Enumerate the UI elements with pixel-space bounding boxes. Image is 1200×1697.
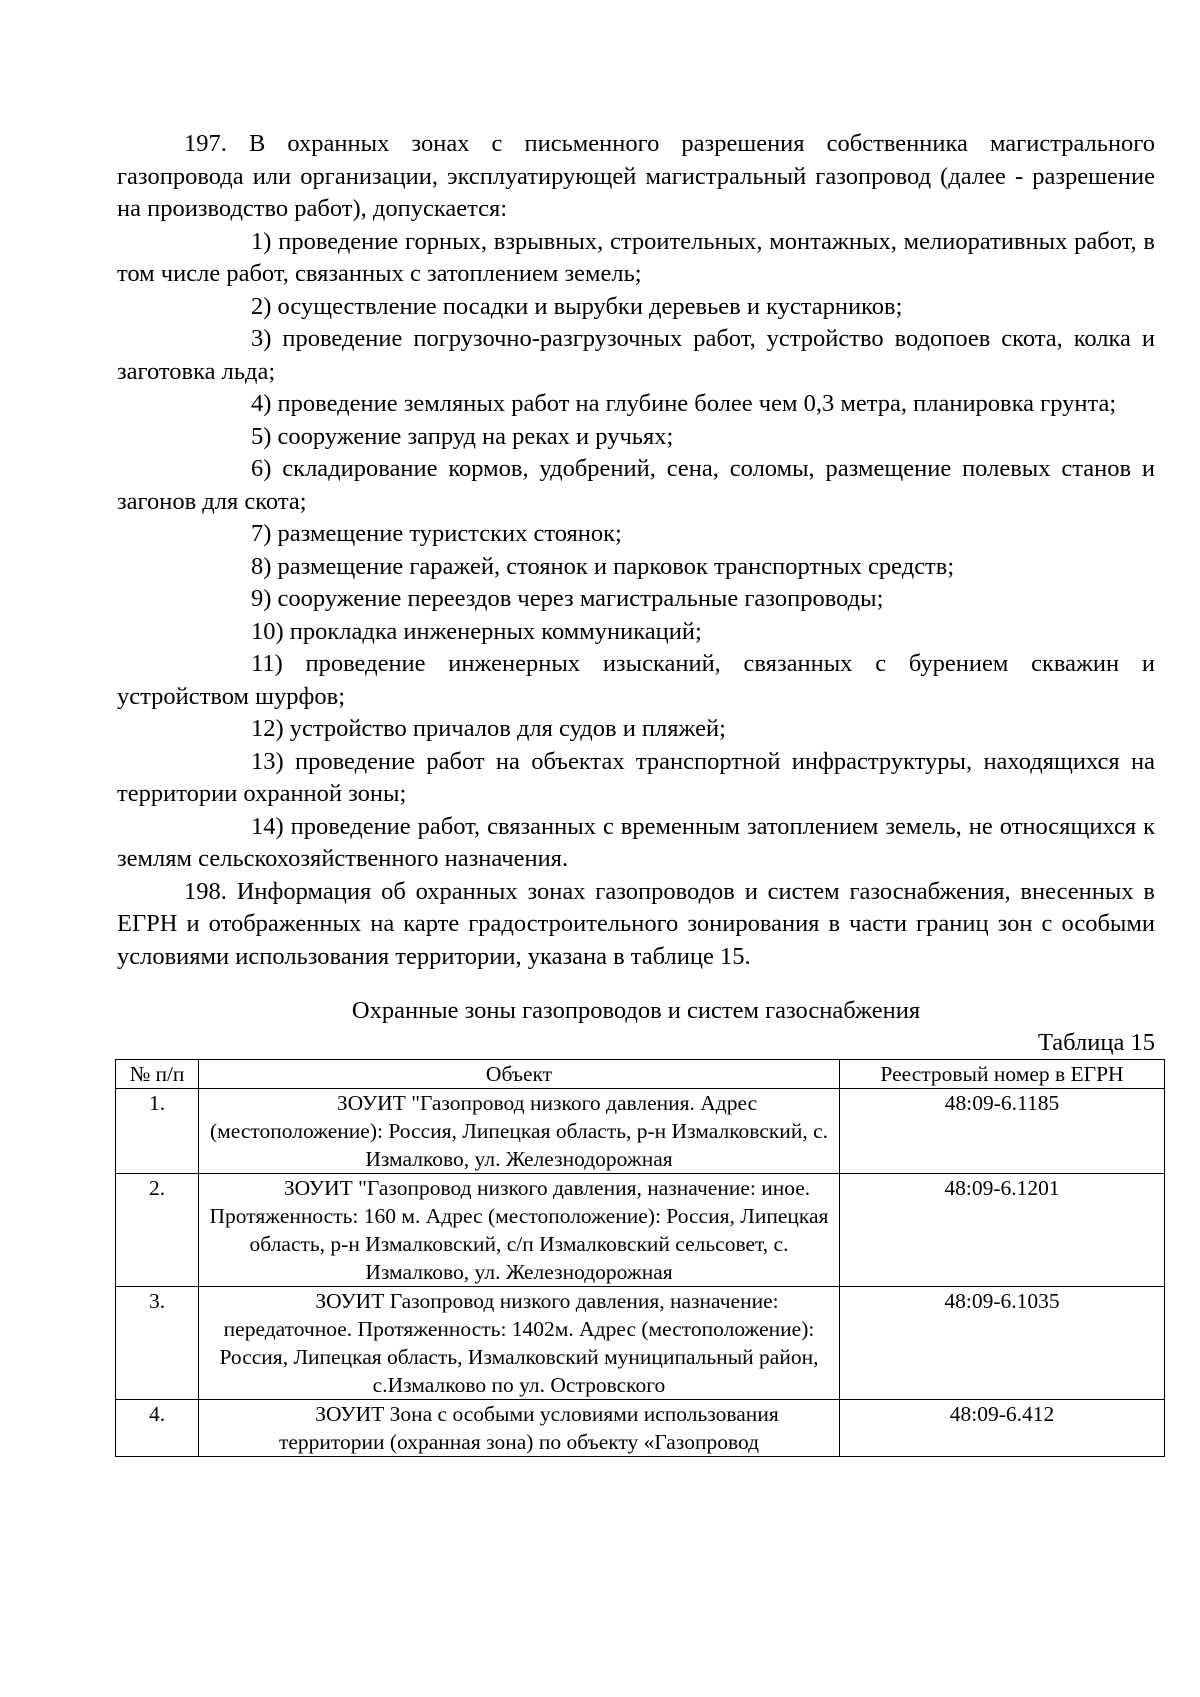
list-item	[117, 746, 1155, 811]
list-item-number: 6)	[251, 455, 272, 482]
list-item-text: осуществление посадки и вырубки деревьев и кустарников;	[277, 292, 903, 320]
list-item-text: устройство причалов для судов и пляжей;	[289, 715, 726, 742]
list-item	[117, 713, 1155, 746]
row-num: 3.	[116, 1287, 199, 1400]
list-item	[117, 648, 1155, 713]
table-row	[116, 1400, 1165, 1457]
list-item-text: складирование кормов, удобрений, сена, соломы, размещение полевых станов и загонов для скота;	[117, 455, 1156, 515]
header-registry: Реестровый номер в ЕГРН	[840, 1060, 1165, 1089]
list-item	[117, 518, 1155, 551]
paragraph-197: 197. В охранных зонах с письменного разрешения собственника магистрального газопровода или организации, эксплуатирующей магистральный газопровод (далее - разрешение на производство работ), допускается:	[117, 130, 1155, 222]
row-object: ЗОУИТ "Газопровод низкого давления, назначение: иное. Протяженность: 160 м. Адрес (местоположение): Россия, Липецкая область, р-н Измалковский, с/п Измалковский сельсовет, с. Измалково, ул. Железнодорожная	[199, 1174, 840, 1287]
list-item-number: 2)	[251, 292, 272, 320]
row-object: ЗОУИТ Зона с особыми условиями использования территории (охранная зона) по объекту «Газопровод	[199, 1400, 840, 1457]
row-object: ЗОУИТ "Газопровод низкого давления. Адрес (местоположение): Россия, Липецкая область, р-н Измалковский, с. Измалково, ул. Железнодорожная	[199, 1089, 840, 1174]
row-num: 1.	[116, 1089, 199, 1174]
table-number: Таблица 15	[1037, 1029, 1155, 1056]
row-object: ЗОУИТ Газопровод низкого давления, назначение: передаточное. Протяженность: 1402м. Адрес (местоположение): Россия, Липецкая область, Измалковский муниципальный район, с.Измалково по ул. Островского	[199, 1287, 840, 1400]
list-item-number: 12)	[251, 715, 284, 742]
row-registry: 48:09-6.412	[840, 1400, 1165, 1457]
list-item-text: сооружение запруд на реках и ручьях;	[277, 422, 674, 450]
row-registry: 48:09-6.1035	[840, 1287, 1165, 1400]
list-item	[117, 291, 1155, 324]
row-registry: 48:09-6.1201	[840, 1174, 1165, 1287]
list-item	[117, 583, 1155, 616]
list-item-text: проведение погрузочно-разгрузочных работ, устройство водопоев скота, колка и заготовка льда;	[117, 325, 1155, 385]
list-item	[117, 388, 1155, 421]
list-item	[117, 421, 1155, 454]
table-caption: Охранные зоны газопроводов и систем газоснабжения	[351, 997, 921, 1024]
list-item-number: 9)	[251, 585, 272, 612]
list-item-text: размещение гаражей, стоянок и парковок транспортных средств;	[277, 552, 955, 580]
list-item	[117, 453, 1155, 518]
row-num: 4.	[116, 1400, 199, 1457]
header-num: № п/п	[116, 1060, 199, 1089]
list-item-text: прокладка инженерных коммуникаций;	[289, 617, 702, 645]
list-item-text: сооружение переездов через магистральные газопроводы;	[277, 585, 884, 612]
list-item-number: 3)	[251, 325, 272, 352]
list-item-text: проведение земляных работ на глубине более чем 0,3 метра, планировка грунта;	[277, 390, 1117, 417]
list-item-number: 14)	[251, 812, 284, 840]
row-num: 2.	[116, 1174, 199, 1287]
list-item-number: 10)	[251, 617, 284, 645]
table-row	[116, 1174, 1165, 1287]
list-item-number: 1)	[251, 227, 272, 255]
list-item-number: 5)	[251, 422, 272, 450]
list-item-number: 13)	[251, 747, 284, 775]
list-item-text: размещение туристских стоянок;	[277, 520, 622, 547]
list-item	[117, 323, 1155, 388]
paragraph-198: 198. Информация об охранных зонах газопроводов и систем газоснабжения, внесенных в ЕГРН и отображенных на карте градостроительного зонирования в части границ зон с особыми условиями использования территории, указана в таблице 15.	[117, 877, 1155, 970]
permitted-works-list	[117, 226, 1155, 876]
row-registry: 48:09-6.1185	[840, 1089, 1165, 1174]
table-row	[116, 1287, 1165, 1400]
table-row	[116, 1089, 1165, 1174]
list-item-number: 4)	[251, 390, 272, 417]
list-item-number: 7)	[251, 520, 272, 547]
document-page	[117, 128, 1155, 1457]
list-item-text: проведение работ на объектах транспортной инфраструктуры, находящихся на территории охранной зоны;	[117, 747, 1156, 807]
list-item	[117, 551, 1155, 584]
list-item-text: проведение горных, взрывных, строительных, монтажных, мелиоративных работ, в том числе работ, связанных с затоплением земель;	[117, 227, 1155, 287]
list-item-number: 8)	[251, 552, 272, 580]
header-object: Объект	[199, 1060, 840, 1089]
list-item	[117, 811, 1155, 876]
list-item	[117, 616, 1155, 649]
list-item-number: 11)	[251, 650, 283, 677]
table-header-row	[116, 1060, 1165, 1089]
list-item	[117, 226, 1155, 291]
gas-protection-zones-table	[115, 1059, 1165, 1457]
list-item-text: проведение инженерных изысканий, связанных с бурением скважин и устройством шурфов;	[117, 650, 1156, 710]
list-item-text: проведение работ, связанных с временным затоплением земель, не относящихся к землям сельскохозяйственного назначения.	[117, 812, 1155, 872]
